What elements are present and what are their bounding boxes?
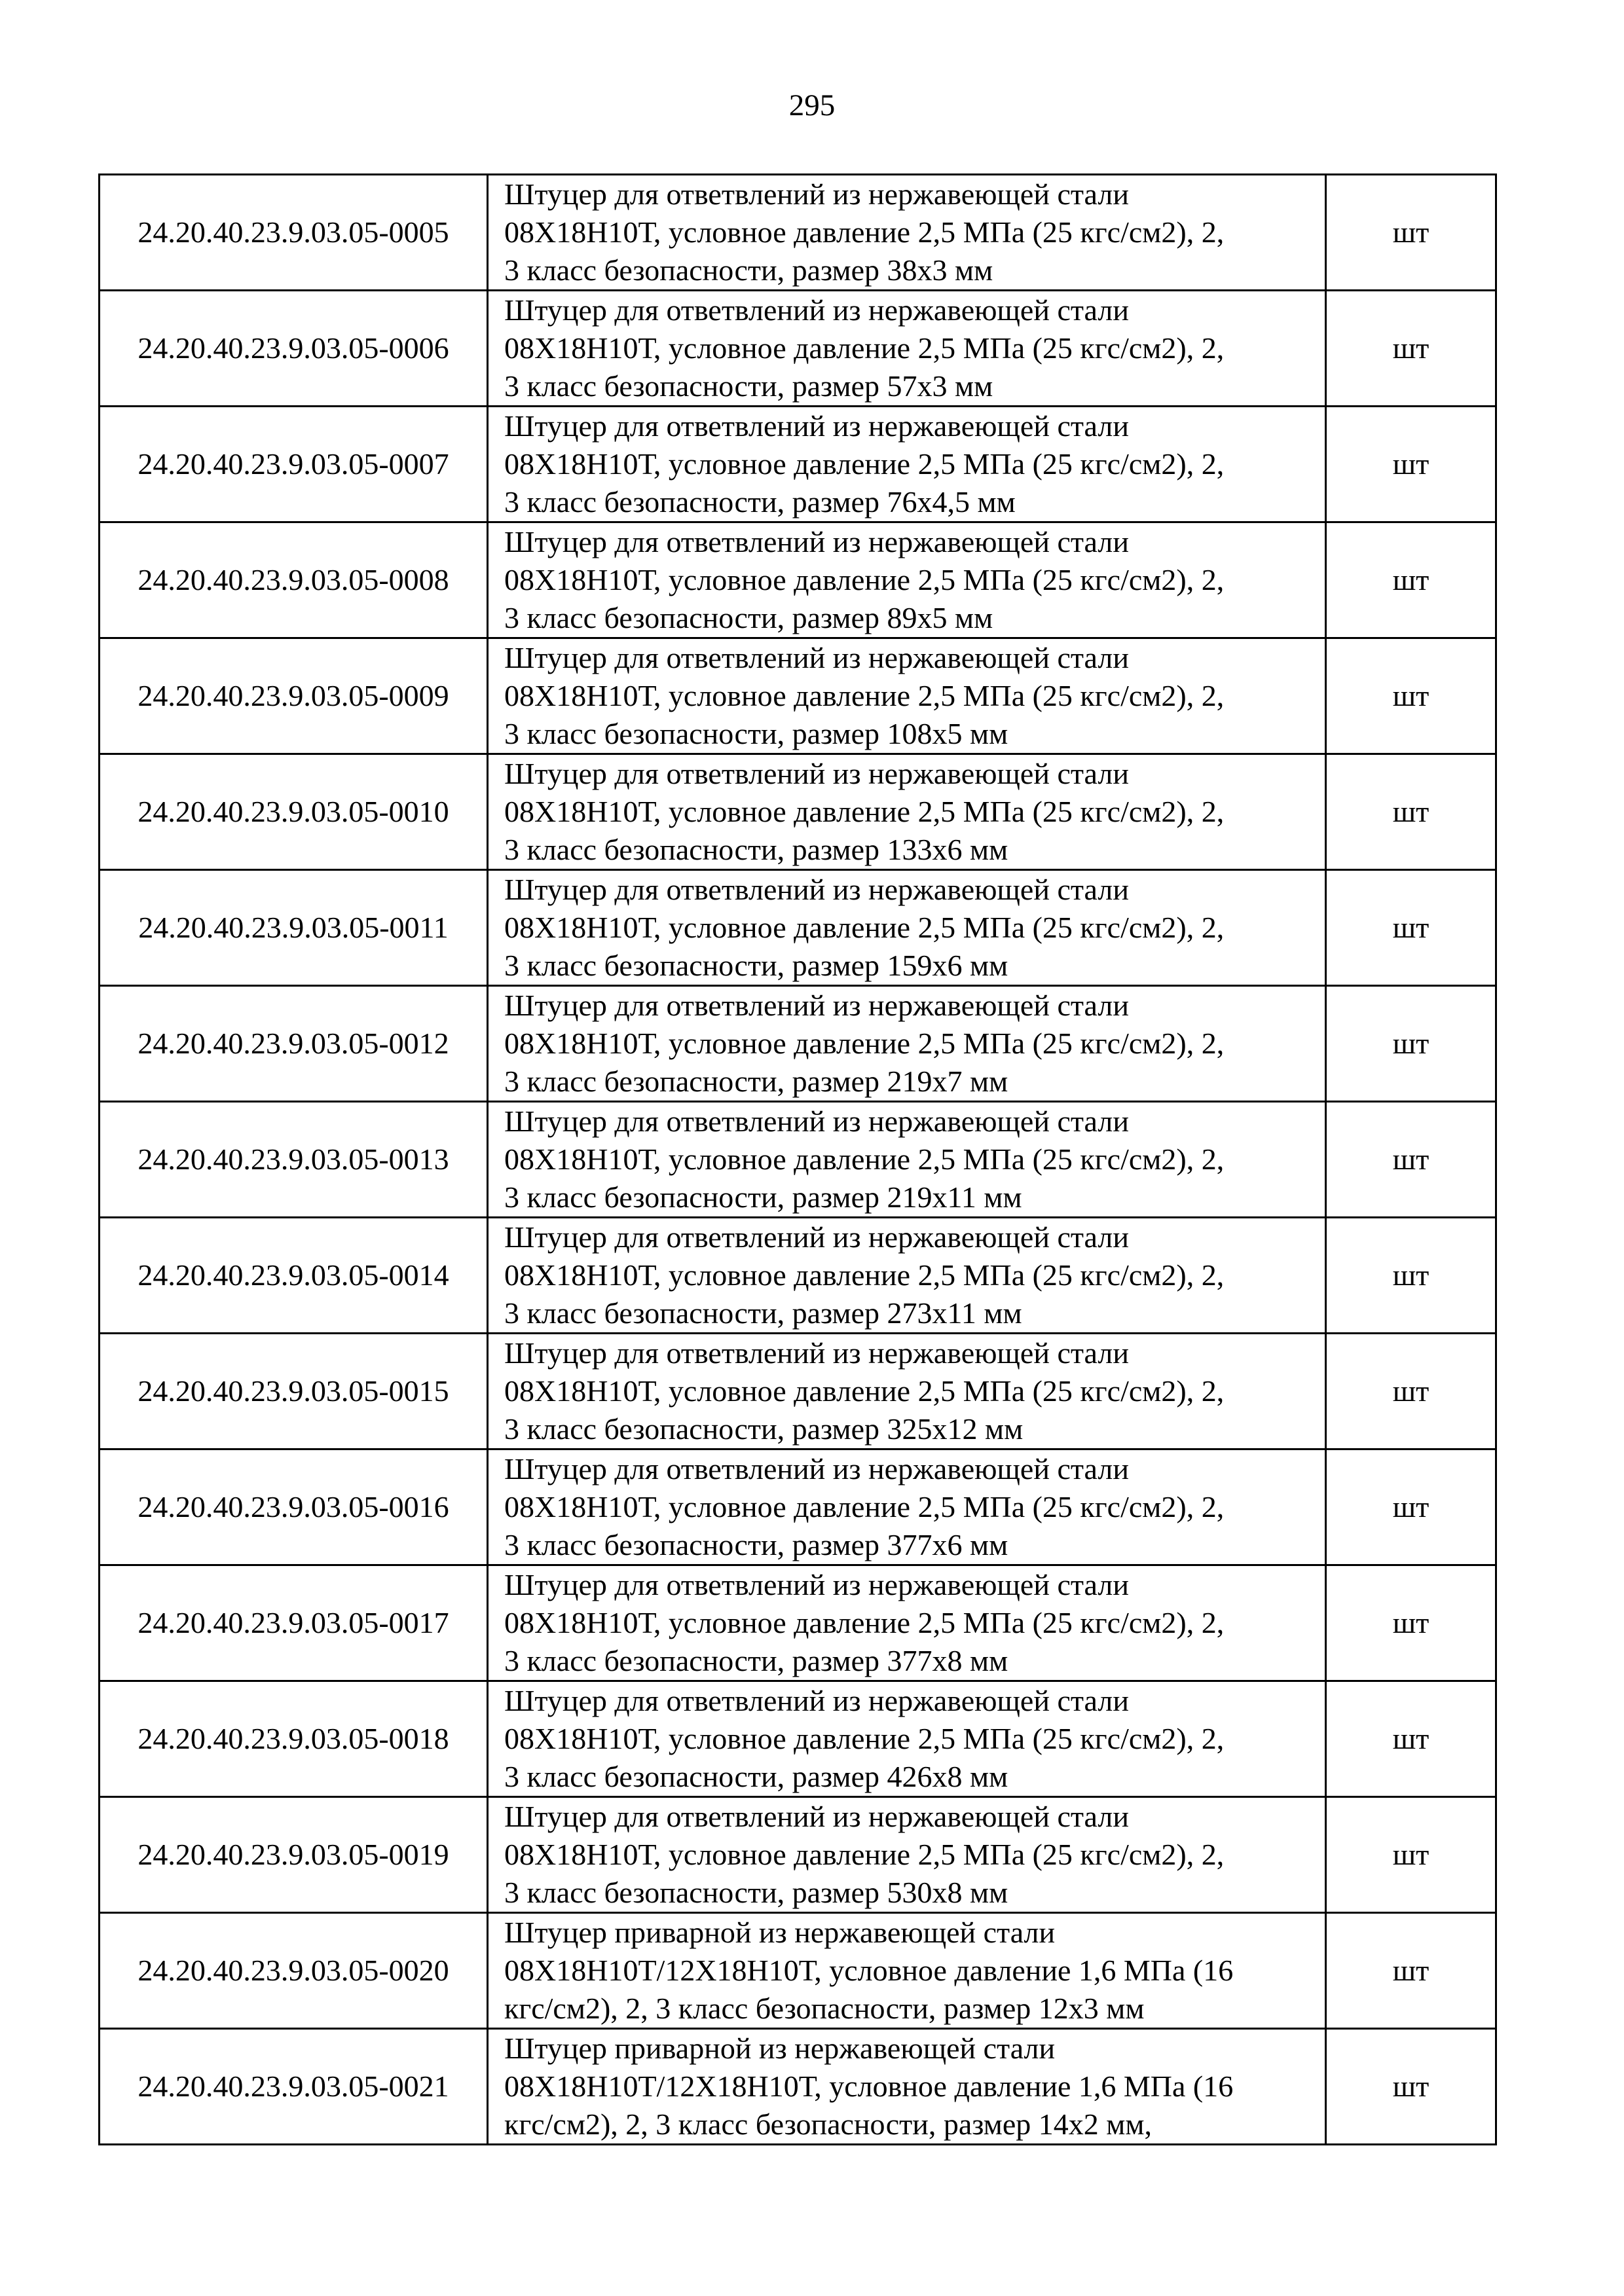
- description-line: Штуцер для ответвлений из нержавеющей стали: [504, 641, 1129, 674]
- description-line: 08Х18Н10Т, условное давление 2,5 МПа (25 кгс/см2), 2,: [504, 1142, 1225, 1176]
- item-code: 24.20.40.23.9.03.05-0017: [100, 1565, 488, 1681]
- item-code: 24.20.40.23.9.03.05-0011: [100, 870, 488, 986]
- item-code: 24.20.40.23.9.03.05-0005: [100, 175, 488, 291]
- description-line: 08Х18Н10Т, условное давление 2,5 МПа (25 кгс/см2), 2,: [504, 447, 1225, 481]
- item-unit: шт: [1326, 870, 1496, 986]
- page-number: 295: [788, 88, 836, 122]
- description-line: Штуцер для ответвлений из нержавеющей стали: [504, 989, 1129, 1022]
- description-line: 3 класс безопасности, размер 219х11 мм: [504, 1180, 1022, 1214]
- item-description: [488, 522, 1326, 638]
- item-unit: шт: [1326, 291, 1496, 407]
- table-row: [100, 870, 1496, 986]
- item-unit: шт: [1326, 638, 1496, 754]
- item-code: 24.20.40.23.9.03.05-0018: [100, 1681, 488, 1797]
- item-code: 24.20.40.23.9.03.05-0010: [100, 754, 488, 870]
- item-unit: шт: [1326, 1102, 1496, 1218]
- table-row: [100, 638, 1496, 754]
- table-row: [100, 1218, 1496, 1334]
- item-description: [488, 870, 1326, 986]
- table-row: [100, 291, 1496, 407]
- table-row: [100, 407, 1496, 522]
- description-line: 08Х18Н10Т, условное давление 2,5 МПа (25 кгс/см2), 2,: [504, 1374, 1225, 1408]
- description-line: 3 класс безопасности, размер 38х3 мм: [504, 253, 993, 287]
- item-unit: шт: [1326, 754, 1496, 870]
- description-line: 3 класс безопасности, размер 219х7 мм: [504, 1065, 1008, 1098]
- item-description: [488, 1797, 1326, 1913]
- description-line: Штуцер для ответвлений из нержавеющей стали: [504, 177, 1129, 211]
- item-unit: шт: [1326, 407, 1496, 522]
- description-line: Штуцер для ответвлений из нержавеющей стали: [504, 409, 1129, 443]
- description-line: 08Х18Н10Т, условное давление 2,5 МПа (25 кгс/см2), 2,: [504, 1490, 1225, 1523]
- item-code: 24.20.40.23.9.03.05-0015: [100, 1334, 488, 1449]
- description-line: Штуцер приварной из нержавеющей стали: [504, 1916, 1056, 1949]
- description-line: Штуцер для ответвлений из нержавеющей стали: [504, 873, 1129, 906]
- item-description: [488, 1913, 1326, 2029]
- item-code: 24.20.40.23.9.03.05-0016: [100, 1449, 488, 1565]
- item-unit: шт: [1326, 1913, 1496, 2029]
- table-row: [100, 522, 1496, 638]
- table-row: [100, 1681, 1496, 1797]
- item-unit: шт: [1326, 175, 1496, 291]
- description-line: 08Х18Н10Т, условное давление 2,5 МПа (25 кгс/см2), 2,: [504, 1606, 1225, 1639]
- description-line: 08Х18Н10Т, условное давление 2,5 МПа (25 кгс/см2), 2,: [504, 331, 1225, 365]
- description-line: 08Х18Н10Т/12Х18Н10Т, условное давление 1,6 МПа (16: [504, 2069, 1234, 2103]
- item-description: [488, 2029, 1326, 2145]
- table-row: [100, 175, 1496, 291]
- item-unit: шт: [1326, 1449, 1496, 1565]
- table-row: [100, 2029, 1496, 2145]
- item-code: 24.20.40.23.9.03.05-0008: [100, 522, 488, 638]
- item-description: [488, 638, 1326, 754]
- description-line: 3 класс безопасности, размер 273х11 мм: [504, 1296, 1022, 1330]
- table-row: [100, 754, 1496, 870]
- item-code: 24.20.40.23.9.03.05-0006: [100, 291, 488, 407]
- item-description: [488, 407, 1326, 522]
- description-line: Штуцер для ответвлений из нержавеющей стали: [504, 1220, 1129, 1254]
- table-row: [100, 1449, 1496, 1565]
- item-code: 24.20.40.23.9.03.05-0014: [100, 1218, 488, 1334]
- item-unit: шт: [1326, 522, 1496, 638]
- description-line: 08Х18Н10Т, условное давление 2,5 МПа (25 кгс/см2), 2,: [504, 1722, 1225, 1755]
- description-line: 3 класс безопасности, размер 89х5 мм: [504, 601, 993, 634]
- table-row: [100, 1913, 1496, 2029]
- description-line: Штуцер для ответвлений из нержавеющей стали: [504, 757, 1129, 790]
- table-row: [100, 986, 1496, 1102]
- description-line: Штуцер для ответвлений из нержавеющей стали: [504, 525, 1129, 558]
- item-description: [488, 1218, 1326, 1334]
- item-description: [488, 1449, 1326, 1565]
- item-description: [488, 291, 1326, 407]
- description-line: Штуцер для ответвлений из нержавеющей стали: [504, 1684, 1129, 1717]
- item-description: [488, 1681, 1326, 1797]
- description-line: 3 класс безопасности, размер 133х6 мм: [504, 833, 1008, 866]
- description-line: кгс/см2), 2, 3 класс безопасности, размер 14х2 мм,: [504, 2107, 1153, 2141]
- description-line: 3 класс безопасности, размер 426х8 мм: [504, 1760, 1008, 1793]
- item-code: 24.20.40.23.9.03.05-0012: [100, 986, 488, 1102]
- item-unit: шт: [1326, 1681, 1496, 1797]
- description-line: 3 класс безопасности, размер 76х4,5 мм: [504, 485, 1016, 519]
- table-row: [100, 1102, 1496, 1218]
- description-line: 08Х18Н10Т, условное давление 2,5 МПа (25 кгс/см2), 2,: [504, 215, 1225, 249]
- description-line: Штуцер для ответвлений из нержавеющей стали: [504, 1336, 1129, 1370]
- catalog-table: [98, 173, 1497, 2145]
- item-code: 24.20.40.23.9.03.05-0009: [100, 638, 488, 754]
- item-unit: шт: [1326, 986, 1496, 1102]
- description-line: Штуцер приварной из нержавеющей стали: [504, 2032, 1056, 2065]
- item-code: 24.20.40.23.9.03.05-0007: [100, 407, 488, 522]
- description-line: 3 класс безопасности, размер 108х5 мм: [504, 717, 1008, 750]
- item-unit: шт: [1326, 2029, 1496, 2145]
- item-unit: шт: [1326, 1797, 1496, 1913]
- description-line: Штуцер для ответвлений из нержавеющей стали: [504, 1800, 1129, 1833]
- description-line: Штуцер для ответвлений из нержавеющей стали: [504, 1104, 1129, 1138]
- item-description: [488, 1334, 1326, 1449]
- item-unit: шт: [1326, 1218, 1496, 1334]
- description-line: 3 класс безопасности, размер 57х3 мм: [504, 369, 993, 403]
- table-body: [100, 175, 1496, 2145]
- description-line: 3 класс безопасности, размер 377х8 мм: [504, 1644, 1008, 1677]
- description-line: 3 класс безопасности, размер 325х12 мм: [504, 1412, 1024, 1446]
- description-line: 08Х18Н10Т, условное давление 2,5 МПа (25 кгс/см2), 2,: [504, 1838, 1225, 1871]
- description-line: 3 класс безопасности, размер 530х8 мм: [504, 1876, 1008, 1909]
- description-line: 08Х18Н10Т, условное давление 2,5 МПа (25 кгс/см2), 2,: [504, 563, 1225, 596]
- description-line: 08Х18Н10Т, условное давление 2,5 МПа (25 кгс/см2), 2,: [504, 911, 1225, 944]
- item-code: 24.20.40.23.9.03.05-0019: [100, 1797, 488, 1913]
- table-row: [100, 1334, 1496, 1449]
- item-unit: шт: [1326, 1565, 1496, 1681]
- description-line: Штуцер для ответвлений из нержавеющей стали: [504, 1568, 1129, 1601]
- description-line: Штуцер для ответвлений из нержавеющей стали: [504, 1452, 1129, 1485]
- item-code: 24.20.40.23.9.03.05-0020: [100, 1913, 488, 2029]
- item-code: 24.20.40.23.9.03.05-0021: [100, 2029, 488, 2145]
- description-line: 08Х18Н10Т, условное давление 2,5 МПа (25 кгс/см2), 2,: [504, 679, 1225, 712]
- description-line: 3 класс безопасности, размер 377х6 мм: [504, 1528, 1008, 1561]
- item-description: [488, 1565, 1326, 1681]
- table-row: [100, 1797, 1496, 1913]
- description-line: 3 класс безопасности, размер 159х6 мм: [504, 949, 1008, 982]
- description-line: 08Х18Н10Т/12Х18Н10Т, условное давление 1,6 МПа (16: [504, 1954, 1234, 1987]
- description-line: 08Х18Н10Т, условное давление 2,5 МПа (25 кгс/см2), 2,: [504, 1258, 1225, 1292]
- item-unit: шт: [1326, 1334, 1496, 1449]
- item-code: 24.20.40.23.9.03.05-0013: [100, 1102, 488, 1218]
- item-description: [488, 1102, 1326, 1218]
- item-description: [488, 986, 1326, 1102]
- description-line: кгс/см2), 2, 3 класс безопасности, размер 12х3 мм: [504, 1992, 1145, 2025]
- description-line: Штуцер для ответвлений из нержавеющей стали: [504, 293, 1129, 327]
- item-description: [488, 754, 1326, 870]
- table-row: [100, 1565, 1496, 1681]
- description-line: 08Х18Н10Т, условное давление 2,5 МПа (25 кгс/см2), 2,: [504, 795, 1225, 828]
- description-line: 08Х18Н10Т, условное давление 2,5 МПа (25 кгс/см2), 2,: [504, 1027, 1225, 1060]
- item-description: [488, 175, 1326, 291]
